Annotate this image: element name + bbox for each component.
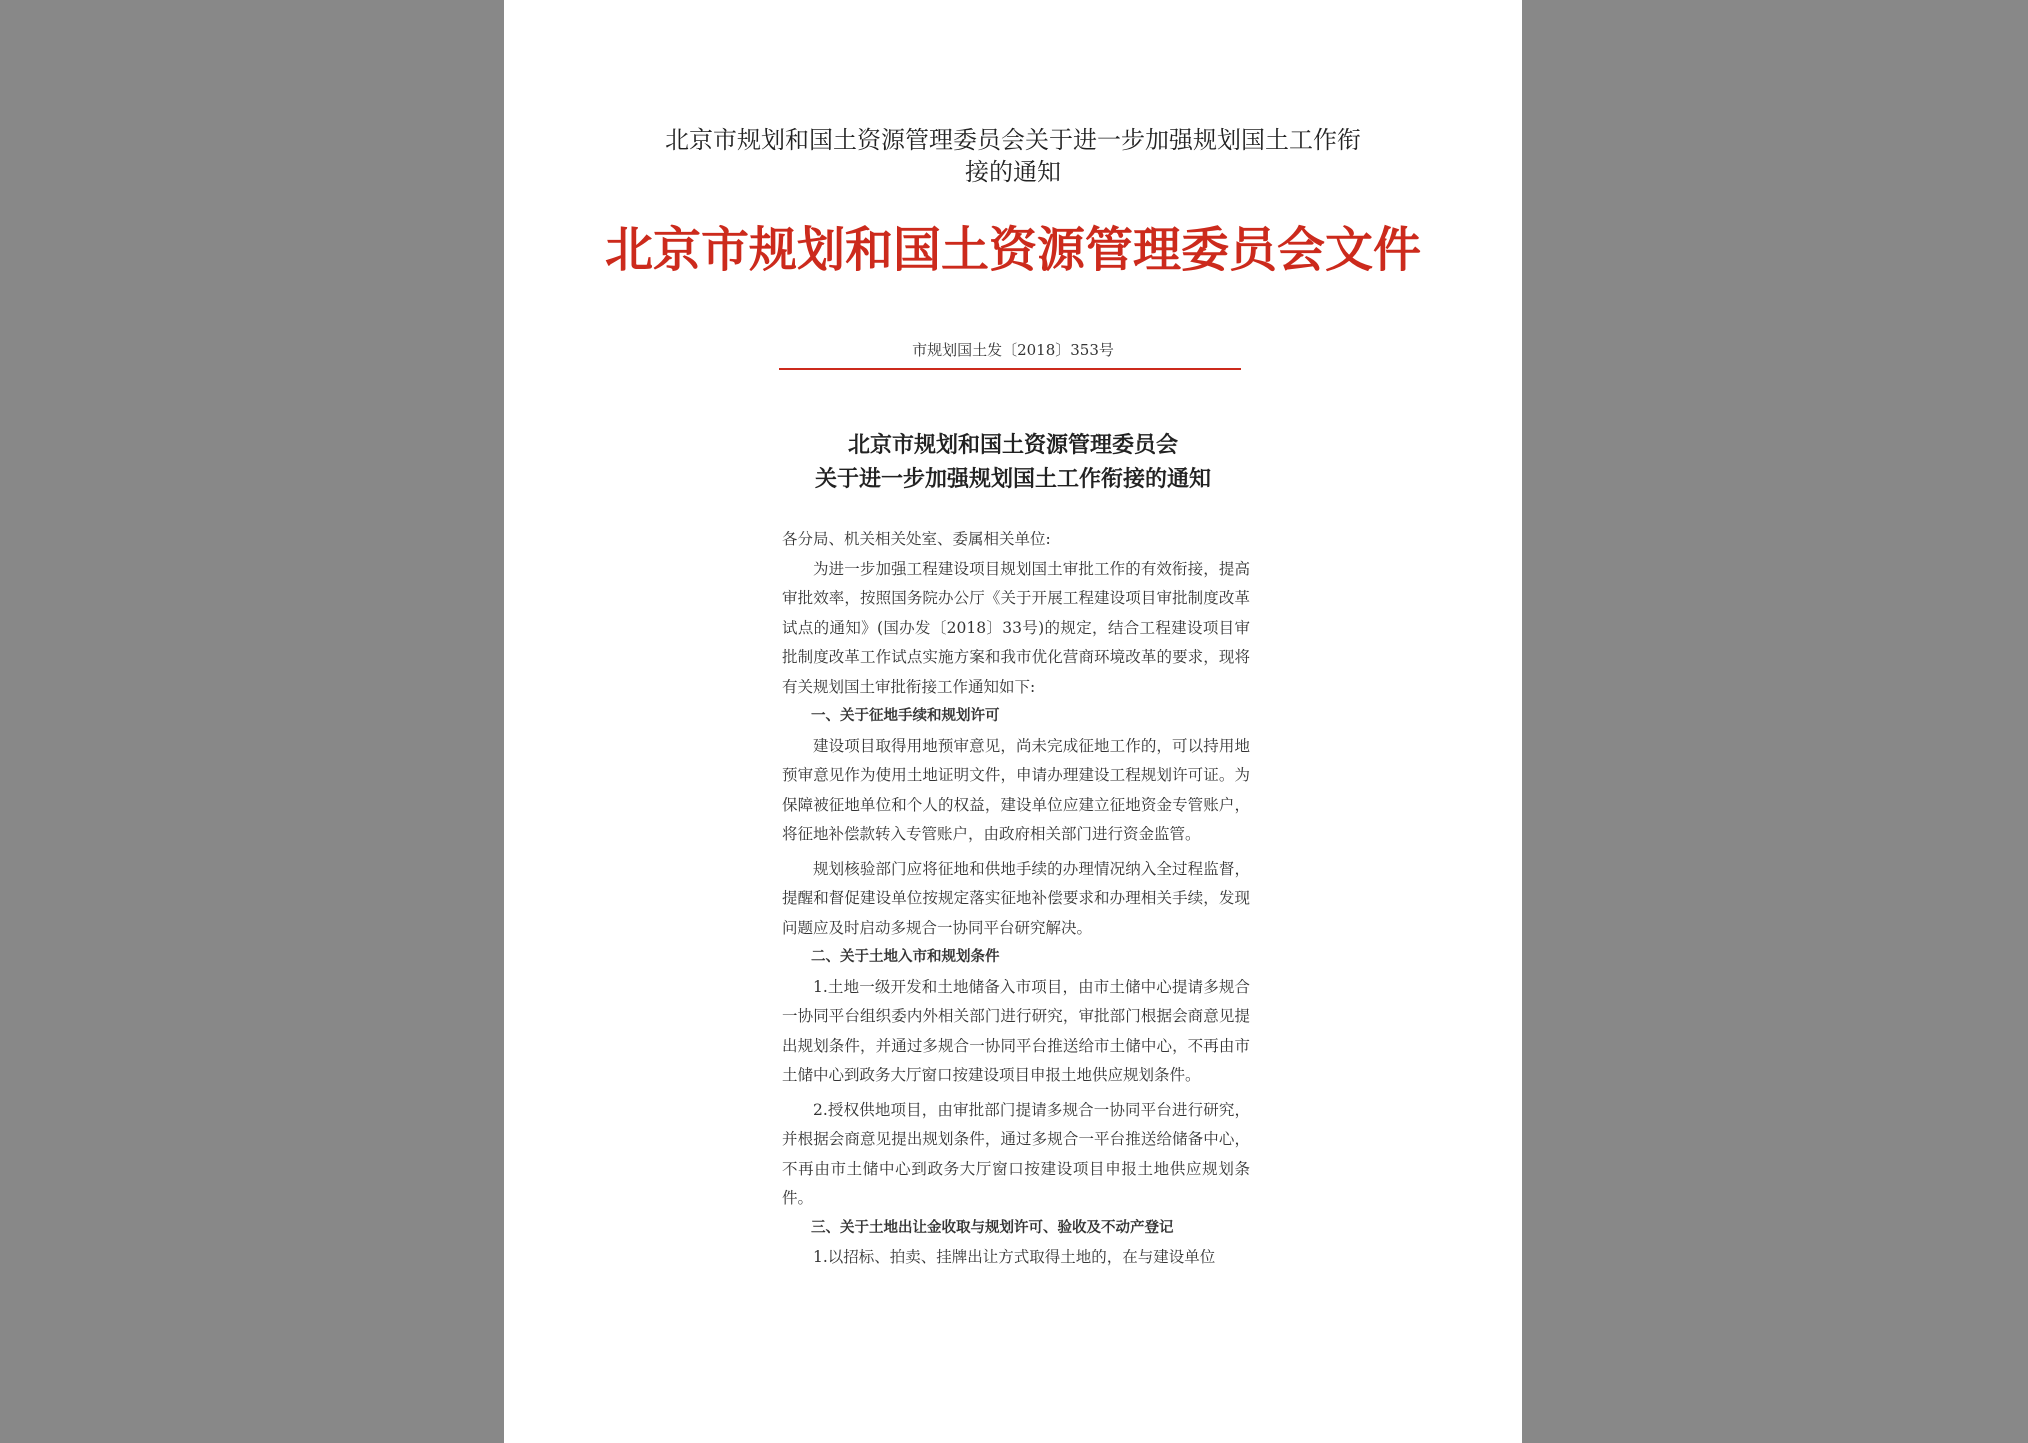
- document-header-title: 北京市规划和国土资源管理委员会关于进一步加强规划国土工作衔接的通知: [665, 126, 1361, 186]
- notice-title-line-2: 关于进一步加强规划国土工作衔接的通知: [814, 466, 1211, 492]
- document-page: [504, 0, 1522, 1443]
- section-1-paragraph-1: 建设项目取得用地预审意见，尚未完成征地工作的，可以持用地预审意见作为使用土地证明文件，申请办理建设工程规划许可证。为保障被征地单位和个人的权益，建设单位应建立征地资金专管账户，将征地补偿款转入专管账户，由政府相关部门进行资金监管。: [782, 736, 1250, 843]
- section-2-paragraph-1: 1.土地一级开发和土地储备入市项目，由市土储中心提请多规合一协同平台组织委内外相关部门进行研究，审批部门根据会商意见提出规划条件，并通过多规合一协同平台推送给市土储中心，不再由市土储中心到政务大厅窗口按建设项目申报土地供应规划条件。: [782, 977, 1250, 1084]
- red-divider-line: [779, 368, 1241, 370]
- notice-title: [664, 428, 1362, 496]
- section-3-heading: 三、关于土地出让金收取与规划许可、验收及不动产登记: [811, 1219, 1174, 1236]
- section-2-heading: 二、关于土地入市和规划条件: [811, 949, 1000, 965]
- notice-title-line-1: 北京市规划和国土资源管理委员会: [847, 432, 1178, 458]
- section-1-paragraph-2: 规划核验部门应将征地和供地手续的办理情况纳入全过程监督，提醒和督促建设单位按规定落实征地补偿要求和办理相关手续，发现问题应及时启动多规合一协同平台研究解决。: [782, 859, 1250, 937]
- section-3-paragraph-1: 1.以招标、拍卖、挂牌出让方式取得土地的，在与建设单位: [813, 1248, 1216, 1266]
- red-letterhead: 北京市规划和国土资源管理委员会文件: [604, 222, 1421, 278]
- intro-paragraph: 为进一步加强工程建设项目规划国土审批工作的有效衔接，提高审批效率，按照国务院办公厅《关于开展工程建设项目审批制度改革试点的通知》(国办发〔2018〕33号)的规定，结合工程建设项目审批制度改革工作试点实施方案和我市优化营商环境改革的要求，现将有关规划国土审批衔接工作通知如下:: [782, 559, 1250, 696]
- section-1-heading: 一、关于征地手续和规划许可: [811, 708, 1000, 724]
- document-body: [782, 525, 1250, 1273]
- document-number: 市规划国土发〔2018〕353号: [912, 341, 1114, 359]
- section-2-paragraph-2: 2.授权供地项目，由审批部门提请多规合一协同平台进行研究，并根据会商意见提出规划条件，通过多规合一平台推送给储备中心，不再由市土储中心到政务大厅窗口按建设项目申报土地供应规划条件。: [782, 1100, 1250, 1207]
- recipients-line: 各分局、机关相关处室、委属相关单位:: [782, 530, 1051, 548]
